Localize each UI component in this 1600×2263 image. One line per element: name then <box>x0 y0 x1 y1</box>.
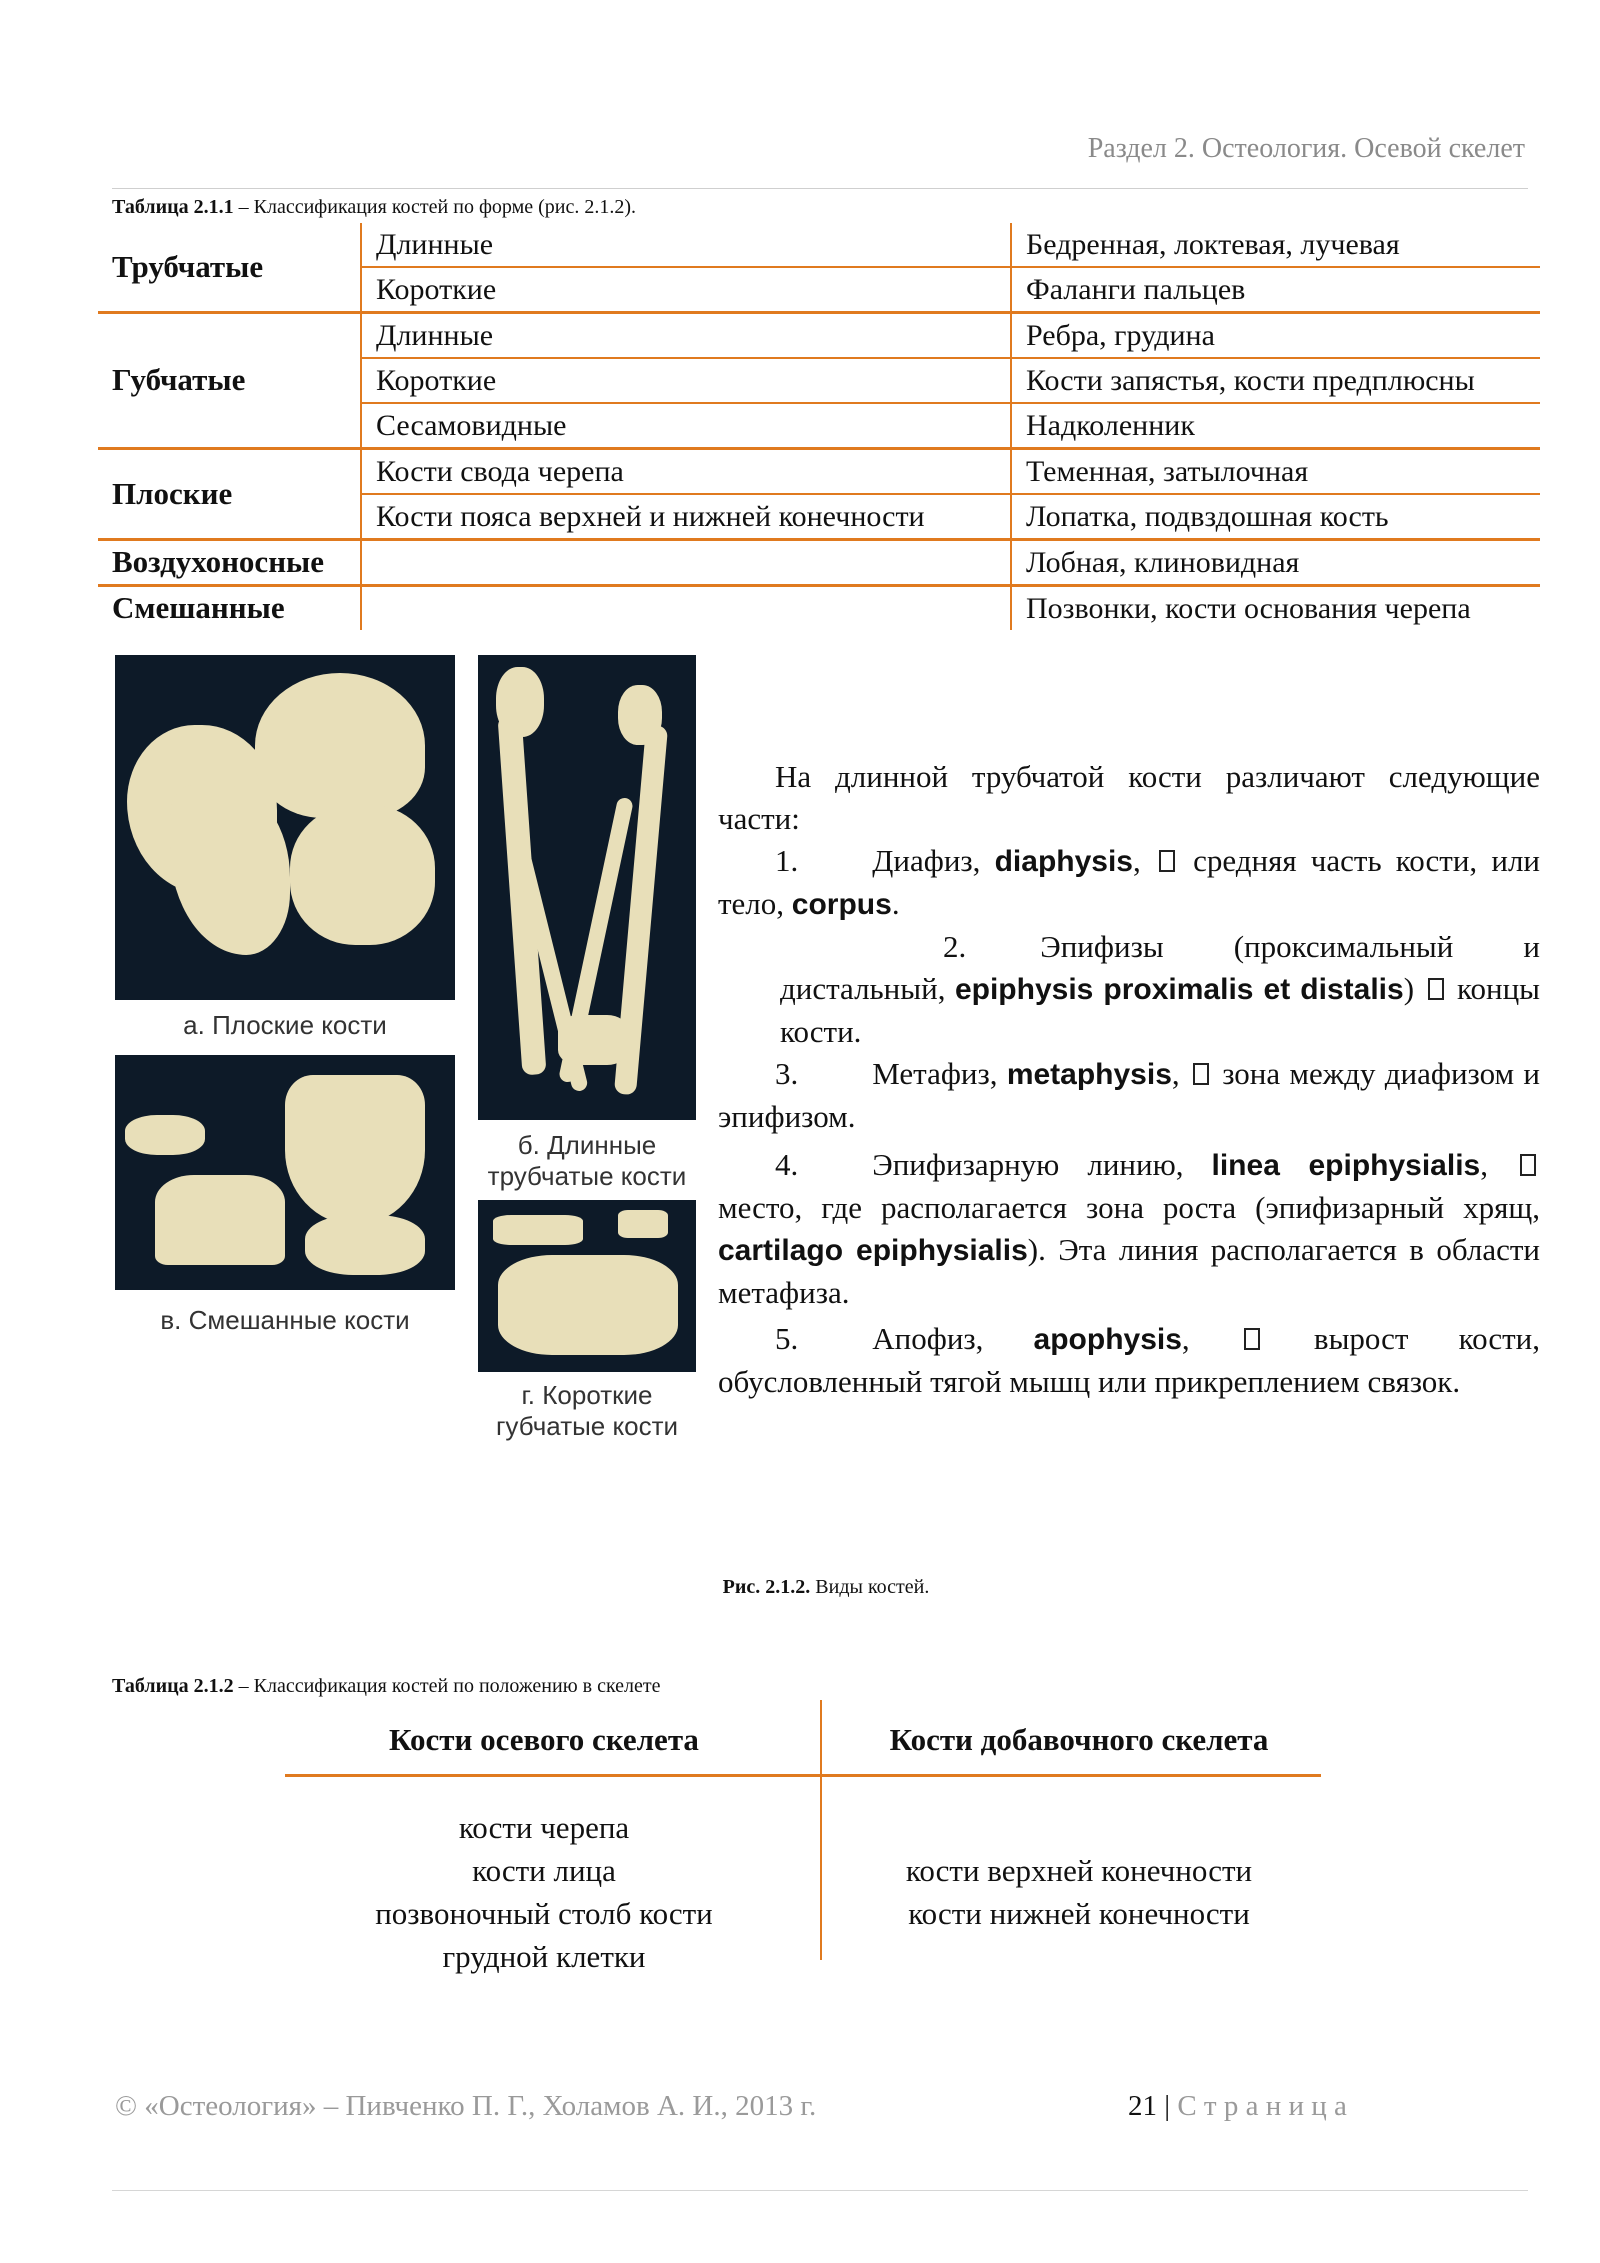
latin-term: cartilago epiphysialis <box>718 1234 1028 1267</box>
section-header: Раздел 2. Остеология. Осевой скелет <box>1087 133 1525 164</box>
item-text: концы кости. <box>780 971 1541 1049</box>
missing-glyph-icon <box>1244 1328 1260 1350</box>
list-item-continued <box>718 968 1540 1053</box>
item-text: место, где располагается зона роста (эпифизарный хрящ, <box>718 1190 1540 1225</box>
list-item: 1. Диафиз, diaphysis, средняя часть кости, или тело, corpus. <box>718 843 1541 921</box>
item-text: Апофиз, <box>872 1321 1034 1356</box>
page-indicator: 21 | С т р а н и ц а <box>1128 2090 1347 2122</box>
table-cell-subtype: Короткие <box>361 358 1011 403</box>
table-row <box>98 449 1540 495</box>
table-cell-examples: Бедренная, локтевая, лучевая <box>1011 223 1540 267</box>
list-item: позвоночный столб кости <box>375 1896 713 1931</box>
table-cell-subtype: Короткие <box>361 267 1011 313</box>
list-item <box>718 1053 1540 1138</box>
latin-term: corpus <box>791 888 892 921</box>
header-divider <box>112 188 1528 189</box>
table-cell-category: Смешанные <box>112 590 285 626</box>
figure-caption-number: Рис. 2.1.2. <box>722 1576 811 1598</box>
missing-glyph-icon <box>1520 1154 1536 1176</box>
table2-caption <box>112 1675 661 1698</box>
figure-caption <box>0 1576 1600 1599</box>
table1-caption-text: – Классификация костей по форме (рис. 2.1.2). <box>233 196 637 218</box>
list-item: кости лица <box>472 1853 616 1888</box>
item-number: 1. <box>775 843 799 878</box>
table-row <box>98 540 1540 586</box>
page-number: 21 <box>1128 2090 1157 2122</box>
appendicular-skeleton-column <box>820 1700 1338 1935</box>
item-number: 3. <box>775 1056 799 1091</box>
item-text: ) <box>1403 971 1424 1006</box>
table1-caption <box>112 196 636 219</box>
item-text: дистальный, <box>780 971 955 1006</box>
list-item <box>718 1318 1540 1403</box>
column-header: Кости добавочного скелета <box>889 1722 1269 1757</box>
table-row <box>98 313 1540 359</box>
missing-glyph-icon <box>1159 850 1175 872</box>
footer-copyright: © «Остеология» – Пивченко П. Г., Холамов А. И., 2013 г. <box>115 2090 817 2122</box>
table-cell-subtype: Длинные <box>361 313 1011 359</box>
figure-label-g-line1: г. Короткие <box>521 1380 653 1410</box>
item-number: 2. <box>943 929 967 964</box>
list-item: кости черепа <box>458 1810 630 1845</box>
figure-label-g-line2: губчатые кости <box>495 1411 679 1442</box>
table-cell-category: Трубчатые <box>98 223 361 313</box>
item-text: , <box>1480 1147 1517 1182</box>
table-cell-subtype: Кости свода черепа <box>361 449 1011 495</box>
table2-caption-text: – Классификация костей по положению в скелете <box>233 1675 661 1697</box>
item-text: , <box>1171 1056 1189 1091</box>
item-text: зона между диафизом и эпифизом. <box>718 1056 1540 1134</box>
table-cell-category: Губчатые <box>98 313 361 449</box>
figure-label-b-line1: б. Длинные <box>517 1130 657 1160</box>
table-cell-subtype <box>361 586 1011 631</box>
table-cell-examples: Фаланги пальцев <box>1011 267 1540 313</box>
item-text: Метафиз, <box>872 1056 1007 1091</box>
item-text: Диафиз, <box>872 843 995 878</box>
table-cell-subtype <box>361 540 1011 586</box>
long-bones-photo <box>478 655 696 1120</box>
missing-glyph-icon <box>1193 1063 1209 1085</box>
table-cell-examples: Теменная, затылочная <box>1011 449 1540 495</box>
missing-glyph-icon <box>1428 978 1444 1000</box>
figure-label-b-line2: трубчатые кости <box>487 1161 687 1192</box>
figure-caption-text: Виды костей. <box>810 1576 930 1598</box>
list-item: кости верхней конечности <box>905 1853 1253 1888</box>
footer-divider <box>112 2190 1528 2191</box>
list-item <box>718 1144 1540 1314</box>
figure-label-v: в. Смешанные кости <box>160 1305 410 1335</box>
list-item: кости нижней конечности <box>908 1896 1250 1931</box>
list-item: грудной клетки <box>442 1939 646 1974</box>
table-cell-examples: Лопатка, подвздошная кость <box>1011 494 1540 540</box>
table-cell-examples: Лобная, клиновидная <box>1011 540 1540 586</box>
figure-label-b <box>470 1130 704 1192</box>
latin-term: apophysis <box>1033 1323 1182 1356</box>
axial-skeleton-column <box>285 1700 803 1978</box>
table-cell-category: Плоские <box>98 449 361 540</box>
table-cell-examples: Позвонки, кости основания черепа <box>1011 586 1540 631</box>
table-cell-category: Воздухоносные <box>98 540 361 586</box>
table-cell-examples: Ребра, грудина <box>1011 313 1540 359</box>
figure-label-a: а. Плоские кости <box>183 1010 387 1040</box>
item-number: 5. <box>775 1321 799 1356</box>
item-text: средняя часть кости, или тело, <box>718 843 1541 921</box>
bone-shape-table <box>98 223 1540 630</box>
item-text: . <box>891 886 900 921</box>
item-text: Эпифизы (проксимальный и <box>1040 929 1540 964</box>
latin-term: linea epiphysialis <box>1211 1149 1481 1182</box>
list-item <box>718 926 1540 968</box>
item-text: ). Эта линия располагается в области метафиза. <box>718 1232 1540 1310</box>
item-text: , <box>1181 1321 1240 1356</box>
intro-paragraph: На длинной трубчатой кости различают следующие части: <box>718 759 1540 836</box>
page-word: С т р а н и ц а <box>1177 2090 1347 2122</box>
table2-caption-number: Таблица 2.1.2 <box>112 1675 234 1697</box>
table-cell-subtype: Кости пояса верхней и нижней конечности <box>361 494 1011 540</box>
column-header: Кости осевого скелета <box>389 1722 699 1757</box>
bone-position-table <box>285 1700 1321 1974</box>
latin-term: epiphysis proximalis et distalis <box>954 973 1404 1006</box>
item-text: Эпифизарную линию, <box>872 1147 1212 1182</box>
table-cell-subtype: Сесамовидные <box>361 403 1011 449</box>
latin-term: diaphysis <box>994 845 1133 878</box>
table-cell-examples: Кости запястья, кости предплюсны <box>1011 358 1540 403</box>
figure-label-g <box>470 1380 704 1442</box>
item-text: вырост кости, обусловленный тягой мышц или прикреплением связок. <box>718 1321 1541 1399</box>
table1-caption-number: Таблица 2.1.1 <box>112 196 234 218</box>
short-bones-photo <box>478 1200 696 1372</box>
body-text <box>718 756 1540 1403</box>
table-row <box>98 223 1540 267</box>
flat-bones-photo <box>115 655 455 1000</box>
latin-term: metaphysis <box>1006 1058 1172 1091</box>
item-number: 4. <box>775 1147 799 1182</box>
mixed-bones-photo <box>115 1055 455 1290</box>
table-cell-examples: Надколенник <box>1011 403 1540 449</box>
table-cell-subtype: Длинные <box>361 223 1011 267</box>
table-row <box>98 586 1540 631</box>
